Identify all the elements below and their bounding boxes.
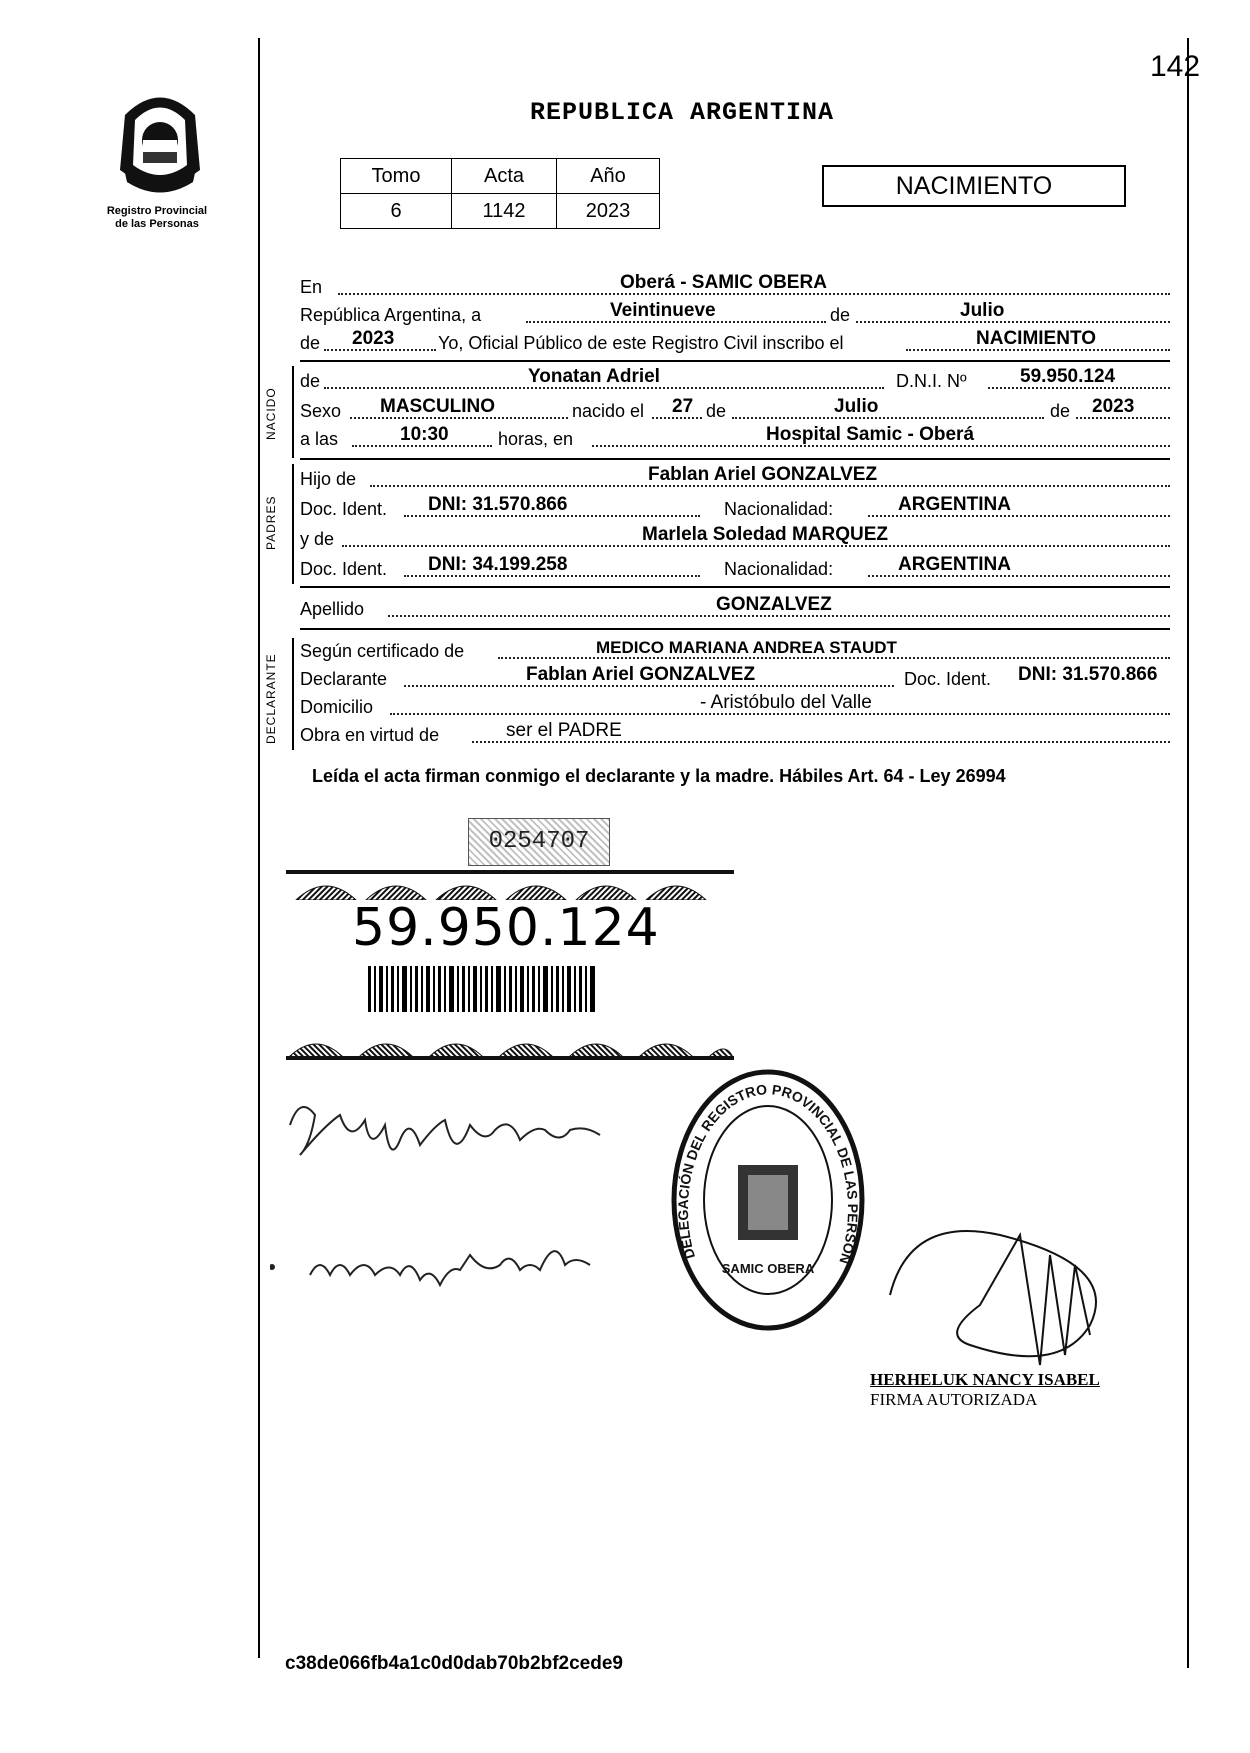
y-de-label: y de — [300, 529, 335, 549]
father-nac-value: ARGENTINA — [898, 494, 1011, 515]
footer-hash: c38de066fb4a1c0d0dab70b2bf2cede9 — [285, 1653, 623, 1674]
row-hijo — [300, 464, 1170, 490]
horas-label: horas, en — [498, 429, 574, 449]
padres-bracket — [292, 464, 294, 584]
republica-label: República Argentina, a — [300, 305, 482, 325]
row-father-doc — [300, 494, 1170, 520]
child-name-value: Yonatan Adriel — [528, 366, 660, 387]
registry-header-anio: Año — [557, 159, 660, 194]
day-words-value: Veintinueve — [610, 300, 716, 321]
registry-value-acta: 1142 — [452, 194, 557, 229]
doc-ident-label: Doc. Ident. — [300, 499, 388, 519]
row-y-de — [300, 524, 1170, 550]
en-label: En — [300, 277, 323, 297]
inscribe-value: NACIMIENTO — [976, 328, 1096, 349]
declarante-section-label: DECLARANTE — [264, 653, 278, 744]
birth-day-value: 27 — [672, 396, 694, 417]
nacido-label: nacido el — [572, 401, 645, 421]
row-sexo — [300, 396, 1170, 422]
time-value: 10:30 — [400, 424, 449, 445]
logo-caption — [92, 205, 222, 231]
official-name: HERHELUK NANCY ISABEL — [870, 1370, 1100, 1389]
row-fecha — [300, 300, 1170, 326]
nacido-section-label: NACIDO — [264, 387, 278, 440]
apellido-label: Apellido — [300, 599, 365, 619]
page-number: 142 — [1150, 50, 1201, 83]
logo-caption-line-1: Registro Provincial — [106, 205, 208, 217]
hijo-label: Hijo de — [300, 469, 357, 489]
logo-caption-line-2: de las Personas — [115, 218, 199, 230]
section-divider — [300, 586, 1170, 588]
father-doc-value: DNI: 31.570.866 — [428, 494, 568, 515]
row-declarante — [300, 664, 1170, 690]
yo-text: Yo, Oficial Público de este Registro Civil inscribo el — [438, 333, 844, 353]
birth-month-value: Julio — [834, 396, 879, 417]
sexo-value: MASCULINO — [380, 396, 496, 417]
birth-place-value: Hospital Samic - Oberá — [766, 424, 975, 445]
svg-text:DELEGACIÓN DEL REGISTRO PROVIN: DELEGACIÓN DEL REGISTRO PROVINCIAL DE LAS PERSON — [674, 1081, 862, 1267]
stamp-code: 0254707 — [469, 819, 609, 865]
right-margin-line — [1187, 38, 1189, 1668]
de-month-label: de — [706, 401, 727, 421]
registry-header-acta: Acta — [452, 159, 557, 194]
obra-label: Obra en virtud de — [300, 725, 440, 745]
apellido-value: GONZALVEZ — [716, 594, 832, 615]
row-inscribe — [300, 328, 1170, 354]
declarante-doc-value: DNI: 31.570.866 — [1018, 664, 1158, 685]
domicilio-label: Domicilio — [300, 697, 374, 717]
alas-label: a las — [300, 429, 339, 449]
segun-label: Según certificado de — [300, 641, 465, 661]
official-title: FIRMA AUTORIZADA — [870, 1390, 1038, 1409]
father-name-value: Fablan Ariel GONZALVEZ — [648, 464, 878, 485]
document-title: REPUBLICA ARGENTINA — [530, 98, 835, 127]
row-segun — [300, 636, 1170, 662]
mother-nac-value: ARGENTINA — [898, 554, 1011, 575]
official-seal — [668, 1065, 868, 1335]
place-value: Oberá - SAMIC OBERA — [620, 272, 827, 293]
section-divider — [300, 458, 1170, 460]
svg-text:SAMIC OBERA: SAMIC OBERA — [721, 1261, 815, 1276]
padres-section-label: PADRES — [264, 495, 278, 550]
legal-note: Leída el acta firman conmigo el declarante y la madre. Hábiles Art. 64 - Ley 26994 — [312, 766, 1006, 786]
domicilio-value: - Aristóbulo del Valle — [700, 692, 872, 713]
row-en — [300, 272, 1170, 298]
doc-ident-label-3: Doc. Ident. — [904, 669, 992, 689]
sexo-label: Sexo — [300, 401, 342, 421]
declarante-bracket — [292, 638, 294, 750]
row-mother-doc — [300, 554, 1170, 580]
doc-ident-label-2: Doc. Ident. — [300, 559, 388, 579]
row-hora — [300, 424, 1170, 450]
section-divider — [300, 628, 1170, 630]
row-apellido — [300, 594, 1170, 620]
province-logo — [105, 85, 215, 200]
section-divider — [300, 360, 1170, 362]
de-name-label: de — [300, 371, 321, 391]
signature-declarante — [270, 1085, 630, 1175]
de-year-label: de — [300, 333, 321, 353]
row-obra — [300, 720, 1170, 746]
certificado-value: MEDICO MARIANA ANDREA STAUDT — [596, 638, 897, 657]
de-label: de — [830, 305, 851, 325]
registry-value-tomo: 6 — [341, 194, 452, 229]
barcode — [368, 966, 598, 1012]
dni-large-number: 59.950.124 — [352, 898, 660, 958]
nacido-bracket — [292, 366, 294, 458]
obra-value: ser el PADRE — [506, 720, 622, 741]
registry-value-anio: 2023 — [557, 194, 660, 229]
year-value: 2023 — [352, 328, 395, 349]
nacionalidad-label: Nacionalidad: — [724, 499, 834, 519]
registry-header-tomo: Tomo — [341, 159, 452, 194]
dni-label: D.N.I. Nº — [896, 371, 967, 391]
mother-name-value: Marlela Soledad MARQUEZ — [642, 524, 888, 545]
guilloche-band-top — [286, 870, 734, 900]
official-stamp-text — [870, 1370, 1100, 1410]
stamp-code-box — [468, 818, 610, 866]
registry-table — [340, 158, 660, 229]
month-value: Julio — [960, 300, 1005, 321]
left-margin-line — [258, 38, 260, 1658]
de-year-label-2: de — [1050, 401, 1071, 421]
birth-year-value: 2023 — [1092, 396, 1135, 417]
declarante-value: Fablan Ariel GONZALVEZ — [526, 664, 756, 685]
guilloche-band-bottom — [286, 1024, 734, 1060]
signature-madre — [270, 1225, 650, 1305]
child-dni-value: 59.950.124 — [1020, 366, 1116, 387]
row-name — [300, 366, 1170, 392]
row-domicilio — [300, 692, 1170, 718]
signature-official — [880, 1195, 1140, 1375]
declarante-label: Declarante — [300, 669, 388, 689]
document-type-box: NACIMIENTO — [822, 165, 1126, 207]
mother-doc-value: DNI: 34.199.258 — [428, 554, 568, 575]
nacionalidad-label-2: Nacionalidad: — [724, 559, 834, 579]
